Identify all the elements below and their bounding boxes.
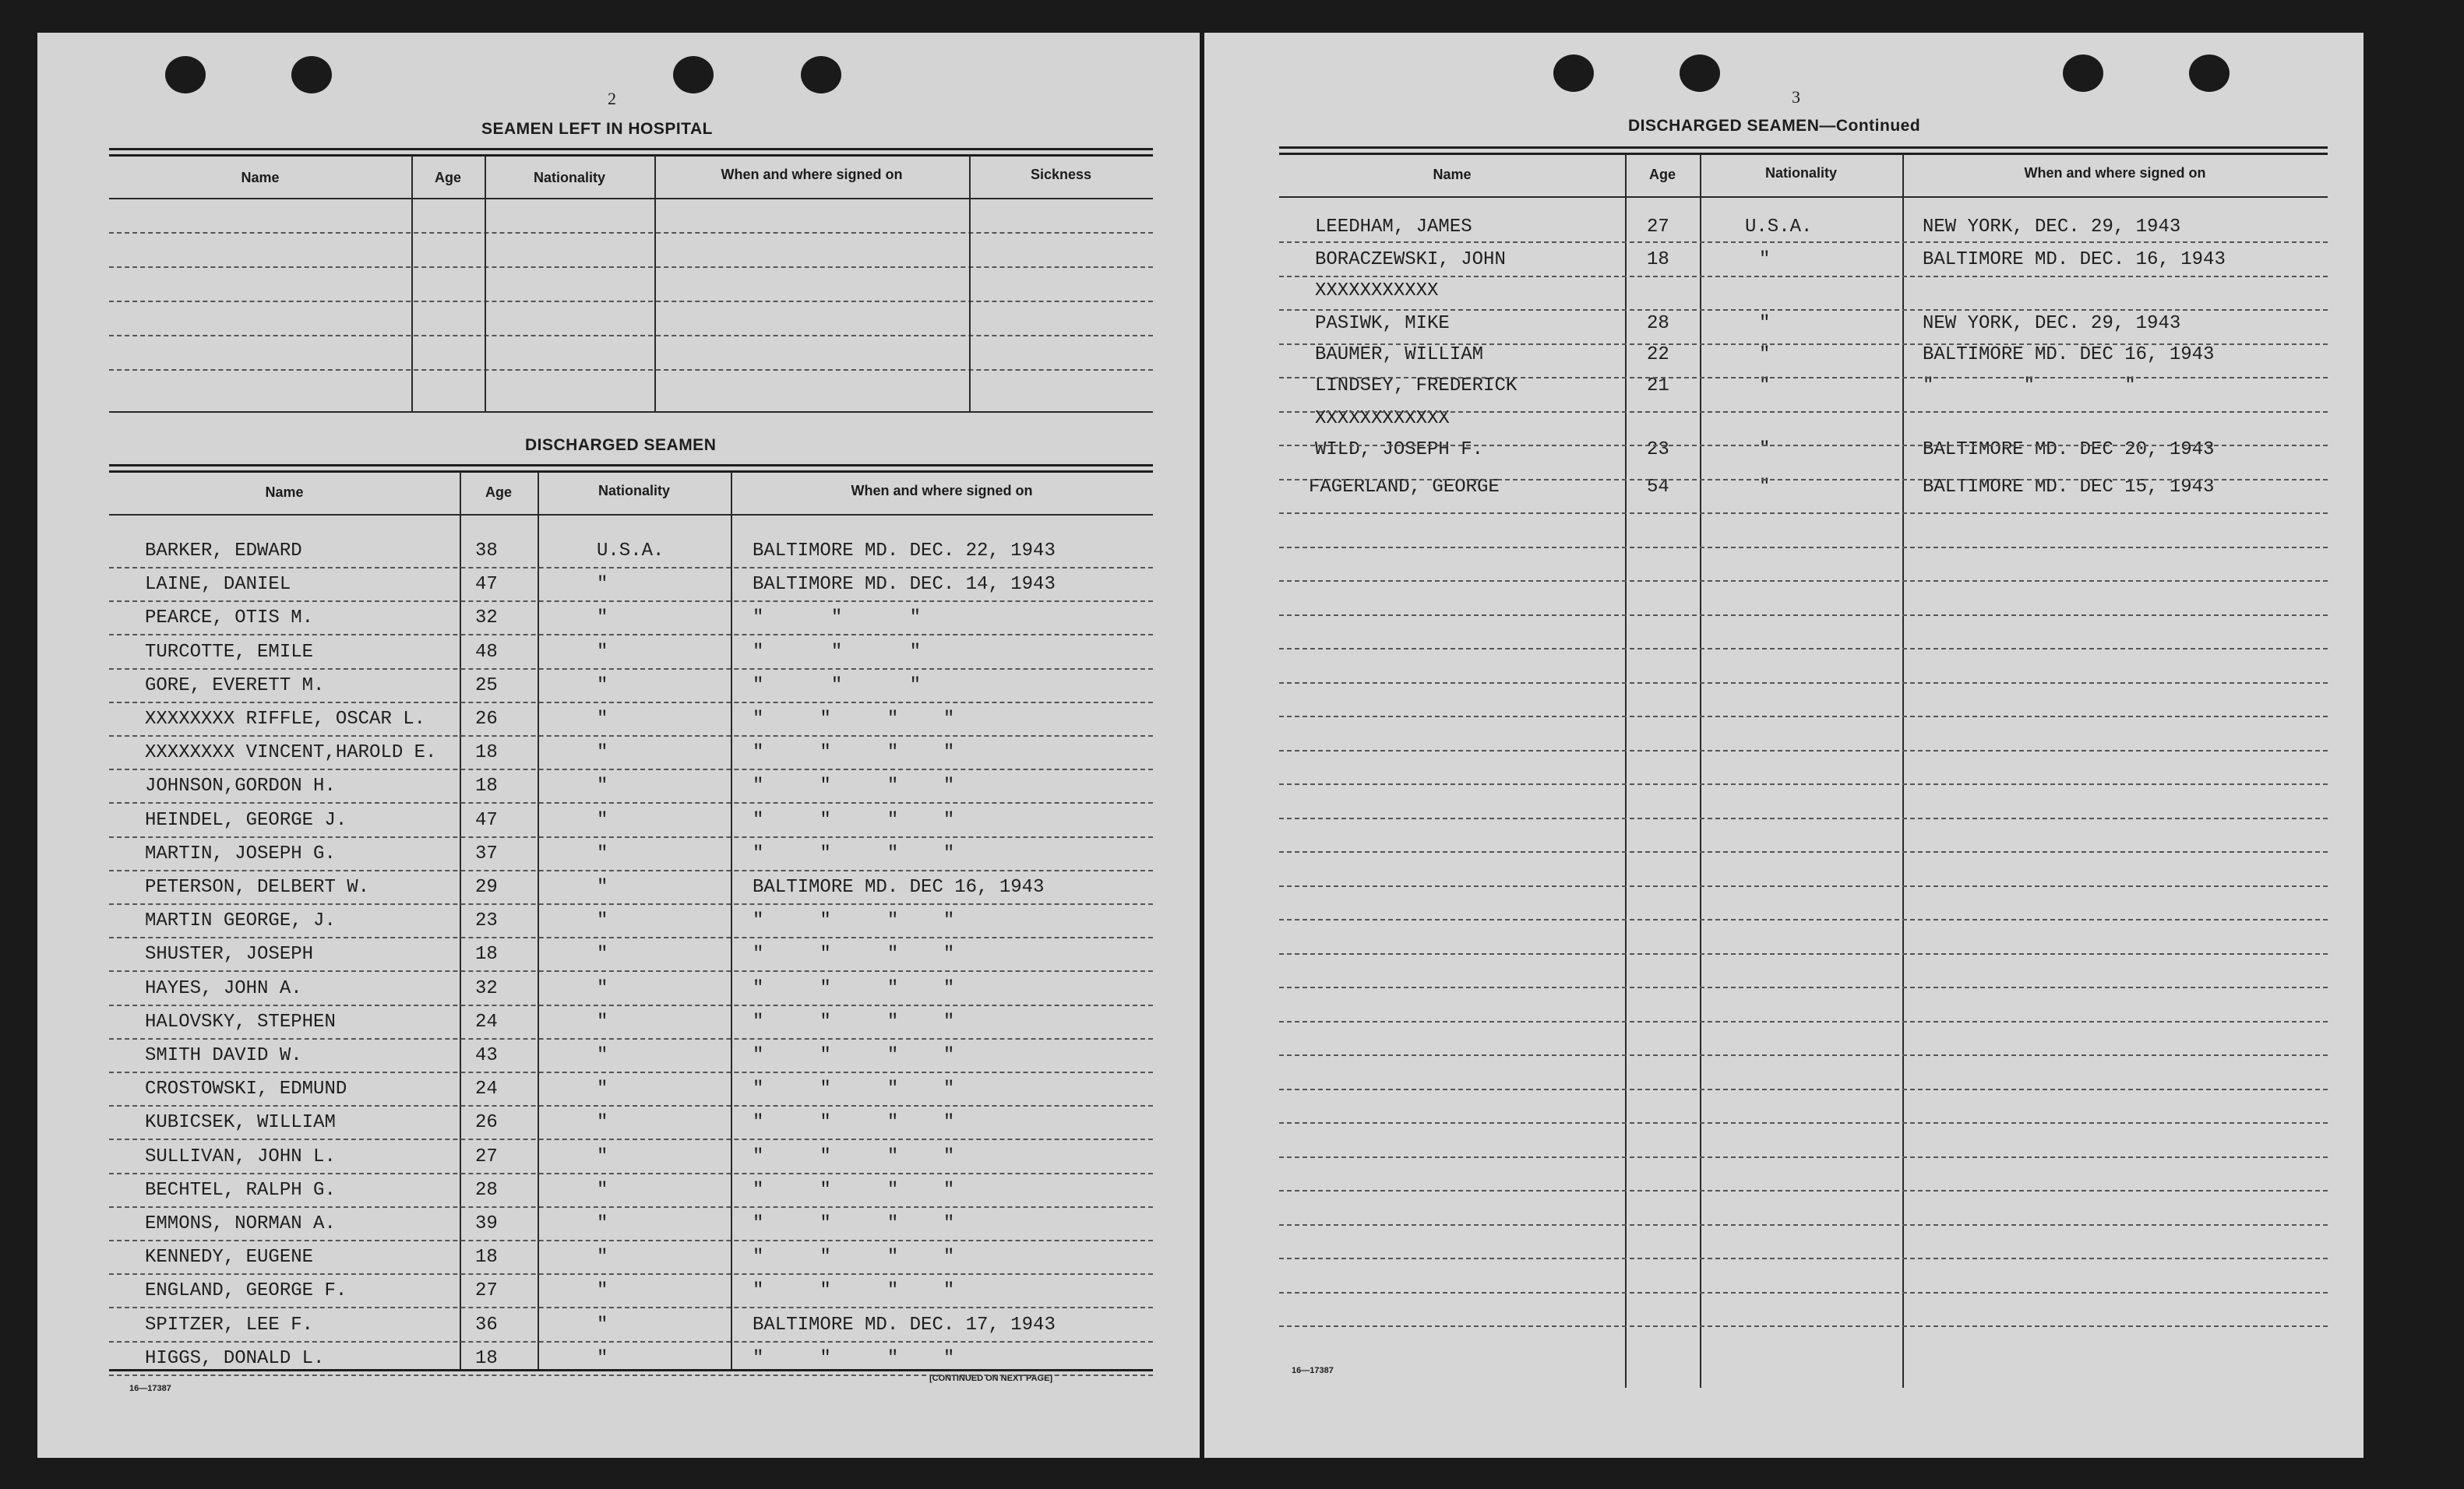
seaman-age: 47: [475, 810, 498, 831]
seaman-age: 32: [475, 978, 498, 999]
seaman-nationality: ": [597, 1045, 608, 1066]
seaman-signed-on: BALTIMORE MD. DEC. 22, 1943: [753, 540, 1056, 561]
seaman-age: 23: [475, 910, 498, 931]
seaman-signed-on: " " " ": [753, 1079, 955, 1100]
seaman-signed-on: " " " ": [753, 944, 955, 965]
punch-hole: [291, 56, 332, 93]
seaman-age: 21: [1647, 375, 1669, 396]
form-number: 16—17387: [1292, 1366, 1334, 1375]
seaman-signed-on: " " " ": [753, 776, 955, 797]
seaman-signed-on: " " ": [753, 607, 922, 628]
seaman-nationality: ": [597, 1213, 608, 1234]
seaman-name: GORE, EVERETT M.: [145, 675, 325, 696]
seaman-signed-on: " " ": [753, 642, 922, 663]
seaman-nationality: U.S.A.: [1745, 216, 1813, 238]
seaman-name: SHUSTER, JOSEPH: [145, 944, 314, 965]
seaman-signed-on: NEW YORK, DEC. 29, 1943: [1923, 216, 2181, 238]
seaman-signed-on: " " " ": [753, 1280, 955, 1301]
seaman-name: PASIWK, MIKE: [1315, 313, 1450, 334]
seaman-name: PEARCE, OTIS M.: [145, 607, 314, 628]
seaman-signed-on: BALTIMORE MD. DEC 16, 1943: [1923, 344, 2215, 365]
seaman-age: 18: [475, 776, 498, 797]
seaman-nationality: ": [1759, 477, 1771, 498]
hospital-col-nationality: Nationality: [533, 170, 605, 185]
seaman-age: 22: [1647, 344, 1669, 365]
seaman-name: XXXXXXXXXXX: [1315, 280, 1439, 301]
punch-hole: [1680, 55, 1720, 92]
seaman-nationality: ": [597, 1012, 608, 1033]
seaman-signed-on: " " " ": [753, 742, 955, 763]
seaman-age: 27: [475, 1146, 498, 1167]
seaman-name: BORACZEWSKI, JOHN: [1315, 249, 1506, 270]
seaman-nationality: ": [1759, 375, 1771, 396]
seaman-age: 24: [475, 1012, 498, 1033]
seaman-signed-on: " " ": [753, 675, 922, 696]
seaman-nationality: ": [597, 776, 608, 797]
seaman-nationality: ": [597, 1146, 608, 1167]
seaman-signed-on: BALTIMORE MD. DEC. 14, 1943: [753, 574, 1056, 595]
seaman-age: 36: [475, 1315, 498, 1336]
seaman-age: 54: [1647, 477, 1669, 498]
seaman-nationality: ": [1759, 439, 1771, 460]
seaman-signed-on: " " " ": [753, 843, 955, 864]
seaman-nationality: ": [597, 1247, 608, 1268]
seaman-age: 27: [1647, 216, 1669, 238]
seaman-nationality: ": [597, 910, 608, 931]
seaman-signed-on: BALTIMORE MD. DEC 15, 1943: [1923, 477, 2215, 498]
seaman-signed-on: " " ": [1923, 375, 2136, 396]
seaman-age: 27: [475, 1280, 498, 1301]
seaman-nationality: ": [597, 877, 608, 898]
seaman-name: ENGLAND, GEORGE F.: [145, 1280, 347, 1301]
seaman-name: BAUMER, WILLIAM: [1315, 344, 1484, 365]
seaman-name: XXXXXXXX VINCENT,HAROLD E.: [145, 742, 437, 763]
seaman-age: 23: [1647, 439, 1669, 460]
seaman-name: SULLIVAN, JOHN L.: [145, 1146, 336, 1167]
seaman-signed-on: BALTIMORE MD. DEC. 16, 1943: [1923, 249, 2226, 270]
seaman-signed-on: " " " ": [753, 709, 955, 730]
seaman-signed-on: BALTIMORE MD. DEC. 17, 1943: [753, 1315, 1056, 1336]
seaman-age: 28: [475, 1180, 498, 1201]
cont-col-age: Age: [1648, 167, 1676, 182]
seaman-signed-on: " " " ": [753, 1348, 955, 1369]
seaman-name: MARTIN, JOSEPH G.: [145, 843, 336, 864]
seaman-nationality: ": [597, 843, 608, 864]
seaman-name: JOHNSON,GORDON H.: [145, 776, 336, 797]
hospital-col-sickness: Sickness: [1030, 167, 1092, 182]
seaman-name: TURCOTTE, EMILE: [145, 642, 314, 663]
punch-hole: [673, 56, 714, 93]
seaman-name: LINDSEY, FREDERICK: [1315, 375, 1518, 396]
seaman-signed-on: " " " ": [753, 1213, 955, 1234]
seaman-age: 25: [475, 675, 498, 696]
seaman-name: BECHTEL, RALPH G.: [145, 1180, 336, 1201]
seaman-name: WILD, JOSEPH F.: [1315, 439, 1484, 460]
seaman-name: HALOVSKY, STEPHEN: [145, 1012, 336, 1033]
seaman-nationality: ": [1759, 344, 1771, 365]
seaman-age: 29: [475, 877, 498, 898]
seaman-nationality: ": [597, 742, 608, 763]
seaman-signed-on: " " " ": [753, 1146, 955, 1167]
seaman-nationality: ": [597, 1315, 608, 1336]
page-number: 3: [1792, 87, 1800, 107]
seaman-name: EMMONS, NORMAN A.: [145, 1213, 336, 1234]
continued-note: [CONTINUED ON NEXT PAGE]: [929, 1374, 1053, 1383]
hospital-col-signed-on: When and where signed on: [721, 167, 903, 182]
seaman-age: 18: [1647, 249, 1669, 270]
seaman-age: 32: [475, 607, 498, 628]
seaman-signed-on: " " " ": [753, 1180, 955, 1201]
seaman-age: 39: [475, 1213, 498, 1234]
hospital-col-name: Name: [241, 170, 280, 185]
cont-col-name: Name: [1433, 167, 1472, 182]
seaman-signed-on: NEW YORK, DEC. 29, 1943: [1923, 313, 2181, 334]
seaman-nationality: ": [597, 810, 608, 831]
punch-hole: [165, 56, 206, 93]
discharged-continued-title: DISCHARGED SEAMEN—Continued: [1628, 117, 1921, 135]
seaman-name: FAGERLAND, GEORGE: [1309, 477, 1500, 498]
seaman-signed-on: " " " ": [753, 810, 955, 831]
seaman-name: SMITH DAVID W.: [145, 1045, 302, 1066]
seaman-age: 18: [475, 944, 498, 965]
seaman-nationality: ": [597, 675, 608, 696]
seaman-name: BARKER, EDWARD: [145, 540, 302, 561]
right-page: [1204, 33, 2364, 1458]
cont-col-signed-on: When and where signed on: [2024, 165, 2206, 181]
seaman-age: 47: [475, 574, 498, 595]
seaman-name: KENNEDY, EUGENE: [145, 1247, 314, 1268]
seaman-name: MARTIN GEORGE, J.: [145, 910, 336, 931]
discharged-col-nationality: Nationality: [597, 483, 670, 498]
seaman-name: SPITZER, LEE F.: [145, 1315, 314, 1336]
seaman-nationality: ": [597, 978, 608, 999]
seaman-nationality: ": [597, 944, 608, 965]
hospital-section-title: SEAMEN LEFT IN HOSPITAL: [481, 120, 713, 138]
seaman-nationality: ": [597, 709, 608, 730]
seaman-name: HAYES, JOHN A.: [145, 978, 302, 999]
discharged-section-title: DISCHARGED SEAMEN: [525, 436, 717, 454]
left-page: [37, 33, 1200, 1458]
form-number: 16—17387: [129, 1384, 171, 1393]
seaman-age: 37: [475, 843, 498, 864]
seaman-signed-on: " " " ": [753, 1045, 955, 1066]
seaman-name: LEEDHAM, JAMES: [1315, 216, 1472, 238]
seaman-nationality: ": [597, 574, 608, 595]
punch-hole: [801, 56, 841, 93]
discharged-col-signed-on: When and where signed on: [851, 483, 1033, 498]
seaman-nationality: ": [597, 607, 608, 628]
seaman-age: 18: [475, 1348, 498, 1369]
seaman-signed-on: " " " ": [753, 910, 955, 931]
hospital-col-age: Age: [434, 170, 461, 185]
punch-hole: [1553, 55, 1594, 92]
seaman-nationality: ": [597, 1079, 608, 1100]
seaman-nationality: ": [597, 1180, 608, 1201]
seaman-age: 18: [475, 1247, 498, 1268]
seaman-signed-on: " " " ": [753, 1247, 955, 1268]
seaman-name: HEINDEL, GEORGE J.: [145, 810, 347, 831]
seaman-age: 43: [475, 1045, 498, 1066]
discharged-col-name: Name: [265, 484, 304, 500]
seaman-nationality: U.S.A.: [597, 540, 664, 561]
seaman-age: 26: [475, 1112, 498, 1133]
seaman-nationality: ": [597, 642, 608, 663]
seaman-signed-on: BALTIMORE MD. DEC 20, 1943: [1923, 439, 2215, 460]
seaman-nationality: ": [597, 1112, 608, 1133]
seaman-age: 26: [475, 709, 498, 730]
seaman-age: 24: [475, 1079, 498, 1100]
seaman-age: 18: [475, 742, 498, 763]
seaman-age: 28: [1647, 313, 1669, 334]
page-number: 2: [608, 89, 616, 108]
seaman-name: LAINE, DANIEL: [145, 574, 291, 595]
cont-col-nationality: Nationality: [1764, 165, 1837, 181]
seaman-nationality: ": [597, 1348, 608, 1369]
seaman-signed-on: " " " ": [753, 1112, 955, 1133]
seaman-signed-on: " " " ": [753, 1012, 955, 1033]
seaman-age: 38: [475, 540, 498, 561]
seaman-name: HIGGS, DONALD L.: [145, 1348, 325, 1369]
seaman-signed-on: BALTIMORE MD. DEC 16, 1943: [753, 877, 1045, 898]
seaman-name: CROSTOWSKI, EDMUND: [145, 1079, 347, 1100]
seaman-name: KUBICSEK, WILLIAM: [145, 1112, 336, 1133]
punch-hole: [2189, 55, 2230, 92]
seaman-name: XXXXXXXX RIFFLE, OSCAR L.: [145, 709, 426, 730]
seaman-signed-on: " " " ": [753, 978, 955, 999]
seaman-name: PETERSON, DELBERT W.: [145, 877, 370, 898]
seaman-nationality: ": [1759, 313, 1771, 334]
seaman-nationality: ": [597, 1280, 608, 1301]
seaman-nationality: ": [1759, 249, 1771, 270]
seaman-name: XXXXXXXXXXXX: [1315, 408, 1450, 429]
seaman-age: 48: [475, 642, 498, 663]
punch-hole: [2063, 55, 2103, 92]
discharged-col-age: Age: [485, 484, 512, 500]
